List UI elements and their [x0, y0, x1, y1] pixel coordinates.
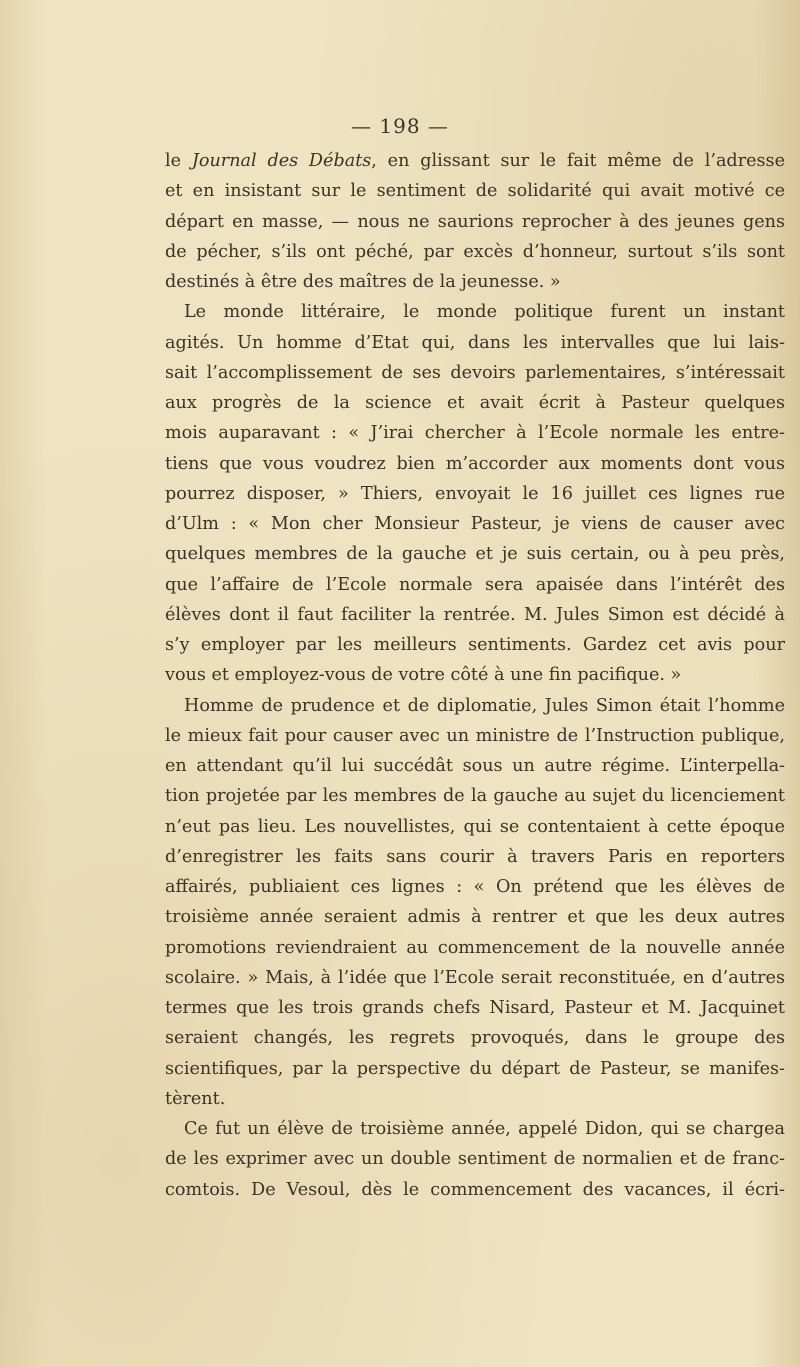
text-line: [165, 963, 785, 993]
text-segment: destinés à être des maîtres de la jeunesse. »: [165, 272, 561, 292]
text-line: [165, 449, 785, 479]
text-segment: départ en masse, — nous ne saurions reprocher à des jeunes gens: [165, 211, 785, 232]
text-line: [165, 176, 785, 206]
text-segment: d’Ulm : « Mon cher Monsieur Pasteur, je viens de causer avec: [165, 514, 785, 534]
text-line: [165, 388, 785, 418]
text-line: [165, 418, 785, 448]
text-line: [165, 237, 785, 267]
text-segment: mois auparavant : « J’irai chercher à l’Ecole normale les entre-: [165, 423, 785, 444]
text-line: [165, 207, 785, 237]
text-line: [165, 933, 785, 963]
text-segment: pourrez disposer, » Thiers, envoyait le 16 juillet ces lignes rue: [165, 483, 785, 504]
text-segment: Ce fut un élève de troisième année, appelé Didon, qui se chargea: [184, 1119, 785, 1139]
text-line: [165, 267, 785, 297]
text-segment: que l’affaire de l’Ecole normale sera apaisée dans l’intérêt des: [165, 574, 785, 595]
text-segment: n’eut pas lieu. Les nouvellistes, qui se contentaient à cette époque: [165, 816, 785, 837]
text-segment: le: [165, 151, 192, 171]
text-line: [165, 660, 785, 690]
text-segment: élèves dont il faut faciliter la rentrée. M. Jules Simon est décidé à: [165, 604, 785, 625]
text-segment: termes que les trois grands chefs Nisard, Pasteur et M. Jacquinet: [165, 998, 785, 1018]
text-segment: et en insistant sur le sentiment de solidarité qui avait motivé ce: [165, 181, 785, 202]
text-line: [165, 902, 785, 932]
text-segment: tion projetée par les membres de la gauche au sujet du licenciement: [165, 786, 785, 807]
text-line: [165, 358, 785, 388]
text-line: [165, 1144, 785, 1174]
text-segment: tiens que vous voudrez bien m’accorder aux moments dont vous: [165, 453, 785, 474]
text-segment: aux progrès de la science et avait écrit à Pasteur quelques: [165, 393, 785, 413]
text-segment: , en glissant sur le fait même de l’adresse: [371, 151, 785, 171]
page-number: — 198 —: [351, 114, 449, 138]
text-line: [165, 1023, 785, 1053]
text-segment: Homme de prudence et de diplomatie, Jules Simon était l’homme: [184, 695, 785, 716]
text-segment: le mieux fait pour causer avec un ministre de l’Instruction publique,: [165, 725, 785, 746]
text-segment: scolaire. » Mais, à l’idée que l’Ecole serait reconstituée, en d’autres: [165, 967, 785, 988]
text-line: [165, 479, 785, 509]
text-segment: d’enregistrer les faits sans courir à travers Paris en reporters: [165, 846, 785, 867]
text-segment: tèrent.: [165, 1088, 226, 1109]
text-line: [165, 751, 785, 781]
text-line: [165, 146, 785, 176]
text-segment: en attendant qu’il lui succédât sous un autre régime. L’interpella-: [165, 756, 785, 776]
text-segment: comtois. De Vesoul, dès le commencement des vacances, il écri-: [165, 1179, 785, 1200]
text-line: [165, 630, 785, 660]
text-segment: de pécher, s’ils ont péché, par excès d’honneur, surtout s’ils sont: [165, 241, 785, 262]
text-segment: de les exprimer avec un double sentiment de normalien et de franc-: [165, 1149, 785, 1170]
text-segment: Le monde littéraire, le monde politique furent un instant: [184, 302, 785, 323]
text-segment: sait l’accomplissement de ses devoirs parlementaires, s’intéressait: [165, 362, 785, 383]
text-line: [165, 600, 785, 630]
text-line: [165, 691, 785, 721]
text-segment: s’y employer par les meilleurs sentiments. Gardez cet avis pour: [165, 635, 785, 655]
text-line: [165, 872, 785, 902]
text-segment: scientifiques, par la perspective du départ de Pasteur, se manifes-: [165, 1058, 785, 1079]
body-text: [165, 146, 785, 1205]
text-line: [165, 842, 785, 872]
text-segment: troisième année seraient admis à rentrer et que les deux autres: [165, 907, 785, 928]
text-line: [165, 721, 785, 751]
text-line: [165, 328, 785, 358]
text-line: [165, 993, 785, 1023]
text-line: [165, 1114, 785, 1144]
text-segment: quelques membres de la gauche et je suis certain, ou à peu près,: [165, 544, 785, 565]
text-segment: agités. Un homme d’Etat qui, dans les intervalles que lui lais-: [165, 332, 785, 353]
text-line: [165, 781, 785, 811]
text-line: [165, 1084, 785, 1114]
text-line: [165, 1054, 785, 1084]
text-line: [165, 1175, 785, 1205]
text-segment: promotions reviendraient au commencement de la nouvelle année: [165, 937, 785, 958]
text-segment: vous et employez-vous de votre côté à une fin pacifique. »: [165, 665, 682, 686]
text-line: [165, 297, 785, 327]
text-line: [165, 812, 785, 842]
text-segment: seraient changés, les regrets provoqués, dans le groupe des: [165, 1028, 785, 1049]
text-line: [165, 570, 785, 600]
italic-title: Journal des Débats: [191, 151, 372, 171]
text-line: [165, 509, 785, 539]
text-line: [165, 539, 785, 569]
text-segment: affairés, publiaient ces lignes : « On prétend que les élèves de: [165, 877, 785, 897]
